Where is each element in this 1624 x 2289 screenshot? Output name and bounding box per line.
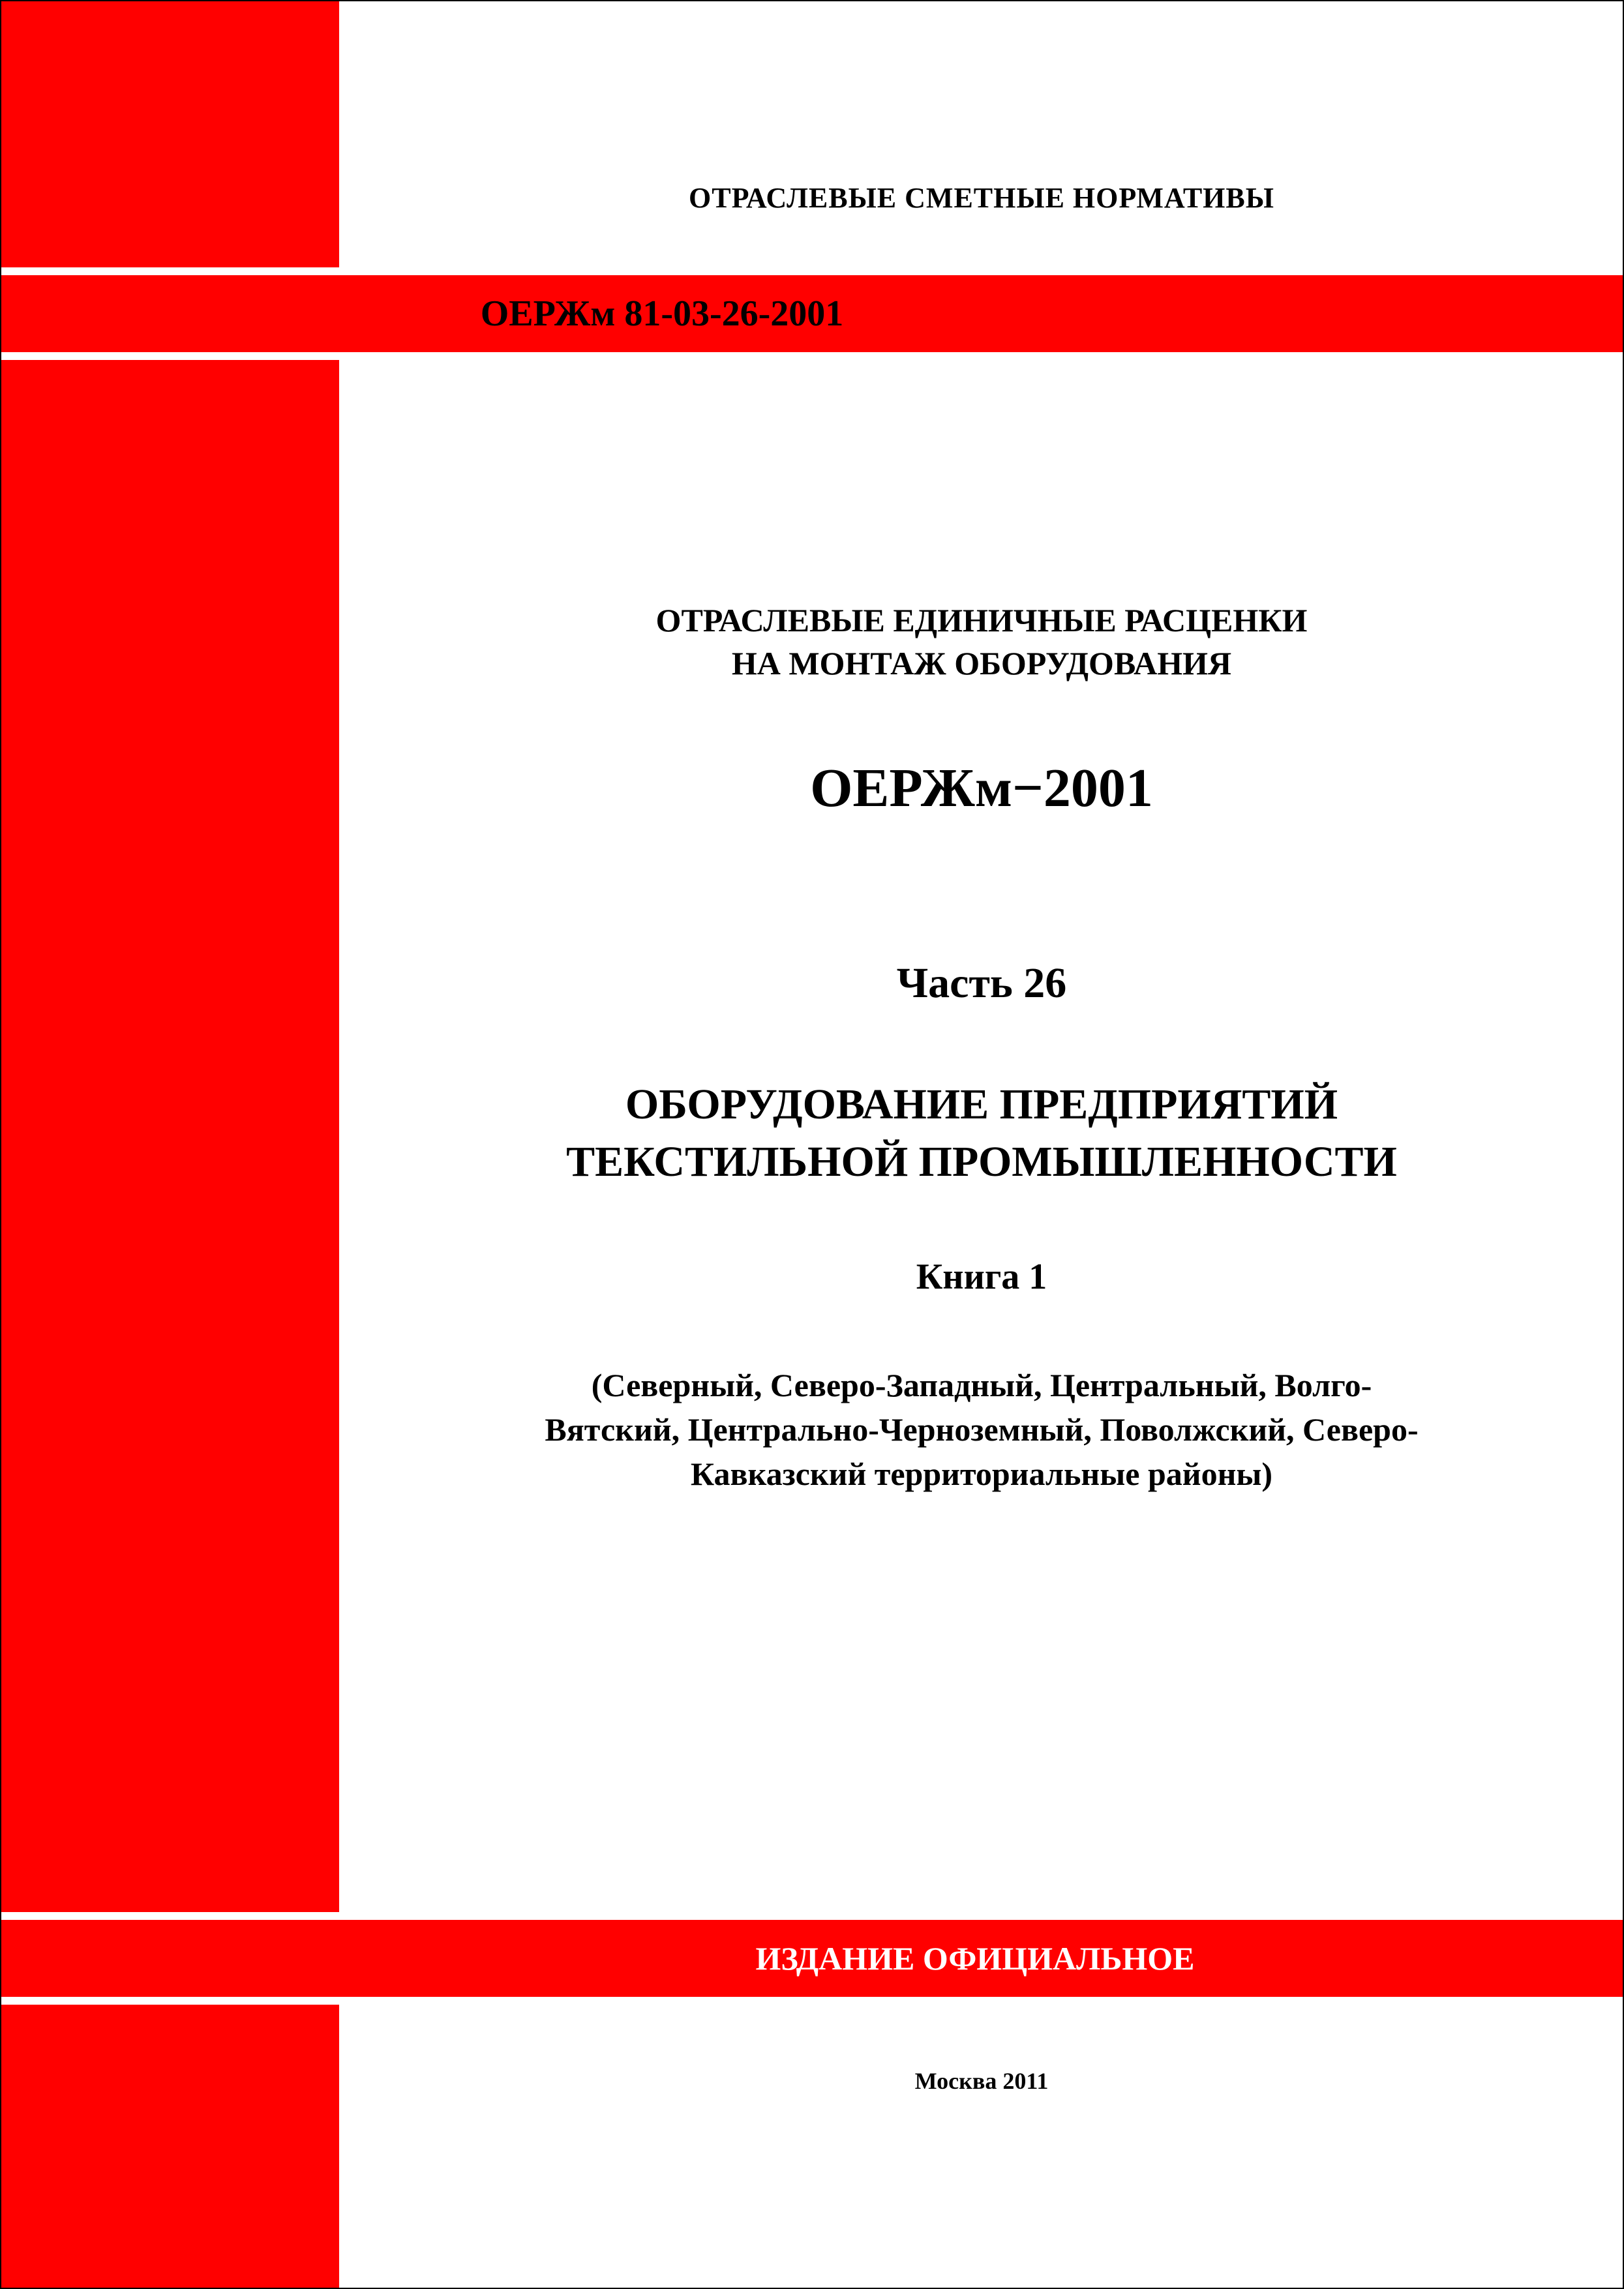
official-edition: ИЗДАНИЕ ОФИЦИАЛЬНОЕ	[755, 1940, 1195, 1977]
document-code-band	[0, 275, 1624, 352]
rates-title-line-2: НА МОНТАЖ ОБОРУДОВАНИЯ	[731, 645, 1232, 681]
subject-title	[339, 1076, 1624, 1191]
rates-title	[339, 599, 1624, 685]
official-edition-band	[0, 1920, 1624, 1997]
city-year: Москва 2011	[914, 2068, 1049, 2094]
subject-line-2: ТЕКСТИЛЬНОЙ ПРОМЫШЛЕННОСТИ	[566, 1138, 1397, 1186]
regions-line-3: Кавказский территориальные районы)	[690, 1456, 1273, 1492]
regions-line-1: (Северный, Северо-Западный, Центральный, Волго-	[591, 1367, 1372, 1403]
red-side-column-middle	[0, 360, 339, 1912]
regions-list	[417, 1363, 1546, 1496]
rates-title-line-1: ОТРАСЛЕВЫЕ ЕДИНИЧНЫЕ РАСЦЕНКИ	[655, 602, 1308, 638]
regions-line-2: Вятский, Центрально-Черноземный, Поволжский, Северо-	[545, 1411, 1419, 1448]
document-code: ОЕРЖм 81-03-26-2001	[480, 293, 844, 334]
red-side-column-top	[0, 0, 339, 267]
part-number: Часть 26	[896, 959, 1067, 1007]
series-title: ОТРАСЛЕВЫЕ СМЕТНЫЕ НОРМАТИВЫ	[689, 182, 1274, 214]
book-number: Книга 1	[916, 1257, 1047, 1297]
red-side-column-bottom	[0, 2005, 339, 2289]
main-code: ОЕРЖм−2001	[810, 758, 1153, 818]
subject-line-1: ОБОРУДОВАНИЕ ПРЕДПРИЯТИЙ	[625, 1081, 1338, 1128]
